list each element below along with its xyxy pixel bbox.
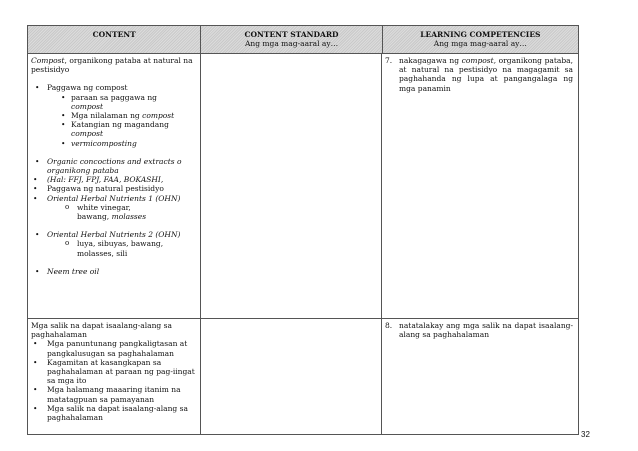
comp-text: nakagagawa ng — [399, 56, 462, 65]
sub-text: luya, sibuyas, bawang, — [77, 239, 164, 249]
header-standard-sub: Ang mga mag-aaral ay… — [244, 39, 339, 48]
header-standard-label: CONTENT STANDARD — [244, 30, 339, 39]
content-cell — [28, 54, 201, 318]
header-competencies-sub: Ang mga mag-aaral ay… — [433, 39, 527, 48]
header-content-standard — [201, 26, 382, 53]
list-item — [31, 93, 197, 111]
list-item — [31, 111, 197, 120]
list-item: • Kagamitan at kasangkapan sa paghahalaman at paraan ng pag-iingat sa mga ito — [31, 358, 197, 386]
content-cell — [28, 319, 201, 434]
sub-text-italic: molasses — [111, 212, 147, 222]
compost-list — [31, 83, 197, 147]
page-number: 32 — [581, 430, 590, 439]
content-intro — [31, 56, 197, 74]
list-item — [31, 120, 197, 138]
list-item — [31, 239, 197, 257]
header-competencies-label: LEARNING COMPETENCIES — [420, 30, 541, 39]
list-item: • Paggawa ng natural pestisidyo — [31, 184, 197, 193]
header-learning-competencies — [383, 26, 578, 53]
sub-text-italic: compost — [142, 111, 175, 121]
standard-cell — [201, 319, 382, 434]
table-row — [28, 319, 578, 434]
list-item: • (Hal: FFJ, FPJ, FAA, BOKASHI, — [31, 175, 197, 184]
intro-rest: , organikong pataba at natural na pestisidyo — [31, 56, 193, 75]
competency-number: 8. — [385, 321, 393, 330]
list-item: • Organic concoctions and extracts o organikong pataba — [31, 157, 197, 175]
intro-italic: Compost — [31, 56, 65, 65]
list-item: • Mga salik na dapat isaalang-alang sa paghahalaman — [31, 404, 197, 422]
comp-text: organikong pataba, at natural na pestisidyo na magagamit sa paghahanda ng lupa at pangangalaga ng mga panamin — [399, 56, 573, 93]
content-intro: Mga salik na dapat isaalang-alang sa paghahalaman — [31, 321, 172, 340]
competency-number: 7. — [385, 56, 393, 65]
table-header — [28, 26, 578, 54]
list-item: • Mga panuntunang pangkaligtasan at pangkalusugan sa paghahalaman — [31, 339, 197, 357]
list-item: • Oriental Herbal Nutrients 1 (OHN) — [31, 194, 197, 203]
list-item — [31, 203, 197, 221]
competency-cell — [382, 319, 578, 434]
sub-text-italic: compost — [71, 129, 104, 139]
list-item: • Paggawa ng compost — [31, 83, 197, 92]
header-content — [28, 26, 201, 53]
sub-text: bawang, — [77, 212, 112, 222]
neem-list — [31, 267, 197, 276]
competency-text: natatalakay ang mga salik na dapat isaalang-alang sa paghahalaman — [399, 321, 573, 340]
list-item: • Neem tree oil — [31, 267, 197, 276]
list-item: • Oriental Herbal Nutrients 2 (OHN) — [31, 230, 197, 239]
curriculum-table — [27, 25, 579, 435]
sub-text: Mga nilalaman ng — [71, 111, 143, 121]
sub-text: Katangian ng magandang — [71, 120, 169, 130]
competency-item — [385, 321, 575, 339]
salik-list — [31, 339, 197, 422]
sub-text-italic: compost — [71, 101, 104, 111]
sub-text: paraan sa paggawa ng — [71, 92, 157, 102]
header-content-label: CONTENT — [92, 30, 136, 39]
competency-text — [399, 56, 575, 93]
comp-text-italic: compost, — [461, 56, 497, 65]
sub-text: white vinegar, — [77, 202, 131, 212]
list-item: • vermicomposting — [31, 139, 197, 148]
ohn2-list — [31, 230, 197, 258]
standard-cell — [201, 54, 382, 318]
table-row — [28, 54, 578, 319]
competency-item — [385, 56, 575, 93]
list-item: • Mga halamang maaaring itanim na matatagpuan sa pamayanan — [31, 385, 197, 403]
sub-text: molasses, sili — [77, 248, 128, 258]
competency-cell — [382, 54, 578, 318]
concoctions-list — [31, 157, 197, 221]
